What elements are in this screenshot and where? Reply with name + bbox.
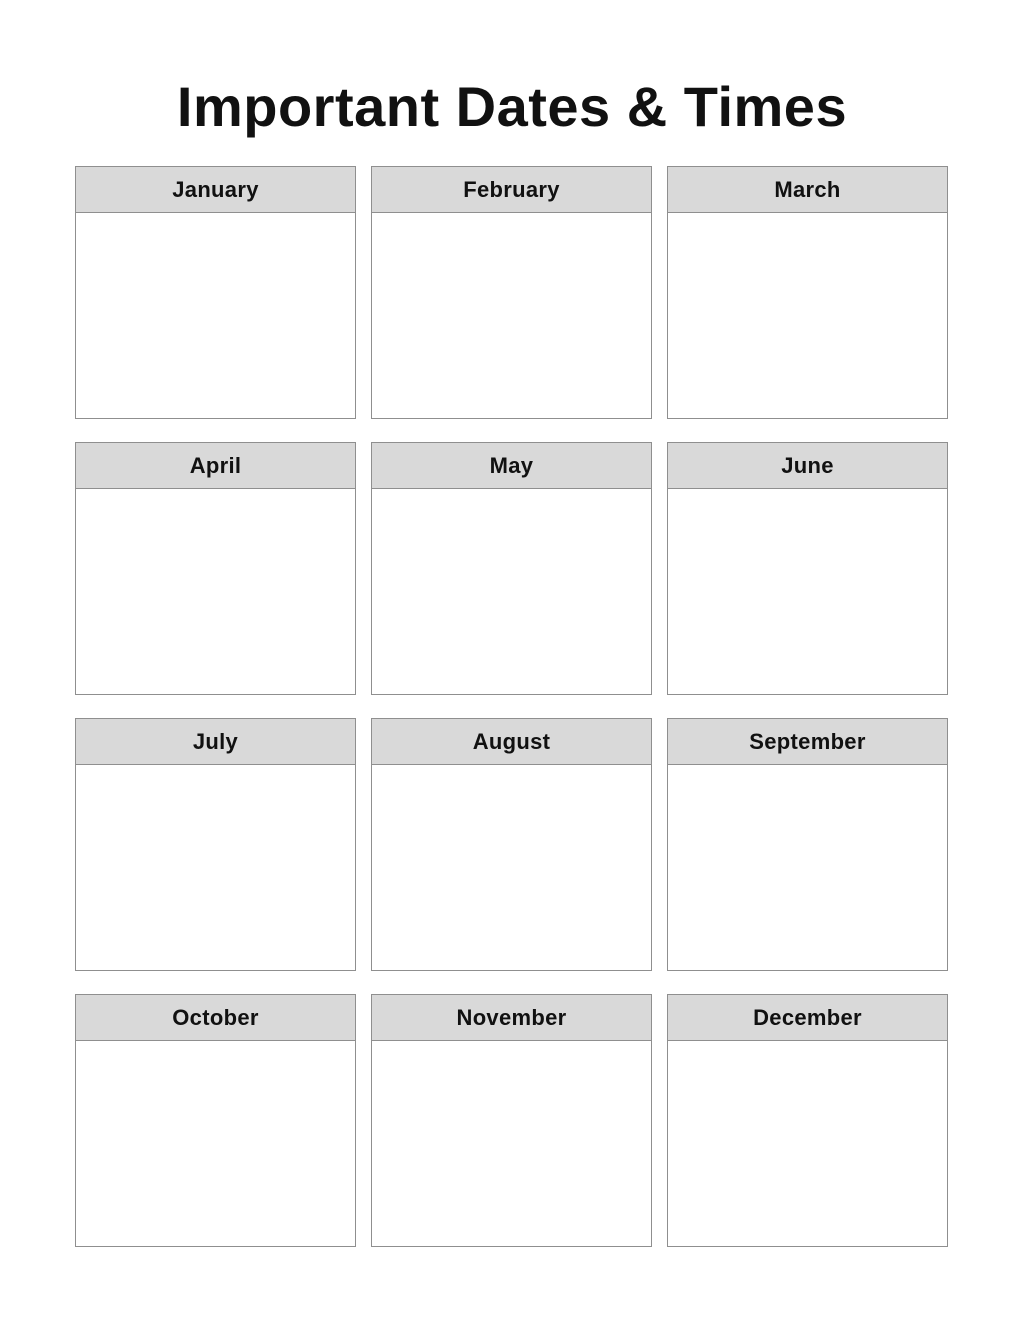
month-card-february xyxy=(371,166,652,419)
page-title: Important Dates & Times xyxy=(176,75,848,138)
month-card-august xyxy=(371,718,652,971)
month-notes-area[interactable] xyxy=(372,213,651,418)
month-card-november xyxy=(371,994,652,1247)
month-card-december xyxy=(667,994,948,1247)
month-header: February xyxy=(372,167,651,213)
month-notes-area[interactable] xyxy=(372,1041,651,1246)
month-notes-area[interactable] xyxy=(76,765,355,970)
month-notes-area[interactable] xyxy=(668,1041,947,1246)
month-notes-area[interactable] xyxy=(372,765,651,970)
month-card-june xyxy=(667,442,948,695)
month-header: September xyxy=(668,719,947,765)
month-notes-area[interactable] xyxy=(372,489,651,694)
month-header: March xyxy=(668,167,947,213)
month-notes-area[interactable] xyxy=(76,489,355,694)
month-header: November xyxy=(372,995,651,1041)
month-card-january xyxy=(75,166,356,419)
month-notes-area[interactable] xyxy=(668,213,947,418)
month-header: May xyxy=(372,443,651,489)
month-header: October xyxy=(76,995,355,1041)
month-notes-area[interactable] xyxy=(76,1041,355,1246)
month-card-october xyxy=(75,994,356,1247)
months-grid xyxy=(75,166,948,1247)
month-header: June xyxy=(668,443,947,489)
month-card-april xyxy=(75,442,356,695)
month-header: January xyxy=(76,167,355,213)
month-header: April xyxy=(76,443,355,489)
month-header: December xyxy=(668,995,947,1041)
month-notes-area[interactable] xyxy=(668,489,947,694)
month-card-march xyxy=(667,166,948,419)
month-card-may xyxy=(371,442,652,695)
month-notes-area[interactable] xyxy=(668,765,947,970)
month-card-september xyxy=(667,718,948,971)
month-header: August xyxy=(372,719,651,765)
month-card-july xyxy=(75,718,356,971)
month-notes-area[interactable] xyxy=(76,213,355,418)
month-header: July xyxy=(76,719,355,765)
